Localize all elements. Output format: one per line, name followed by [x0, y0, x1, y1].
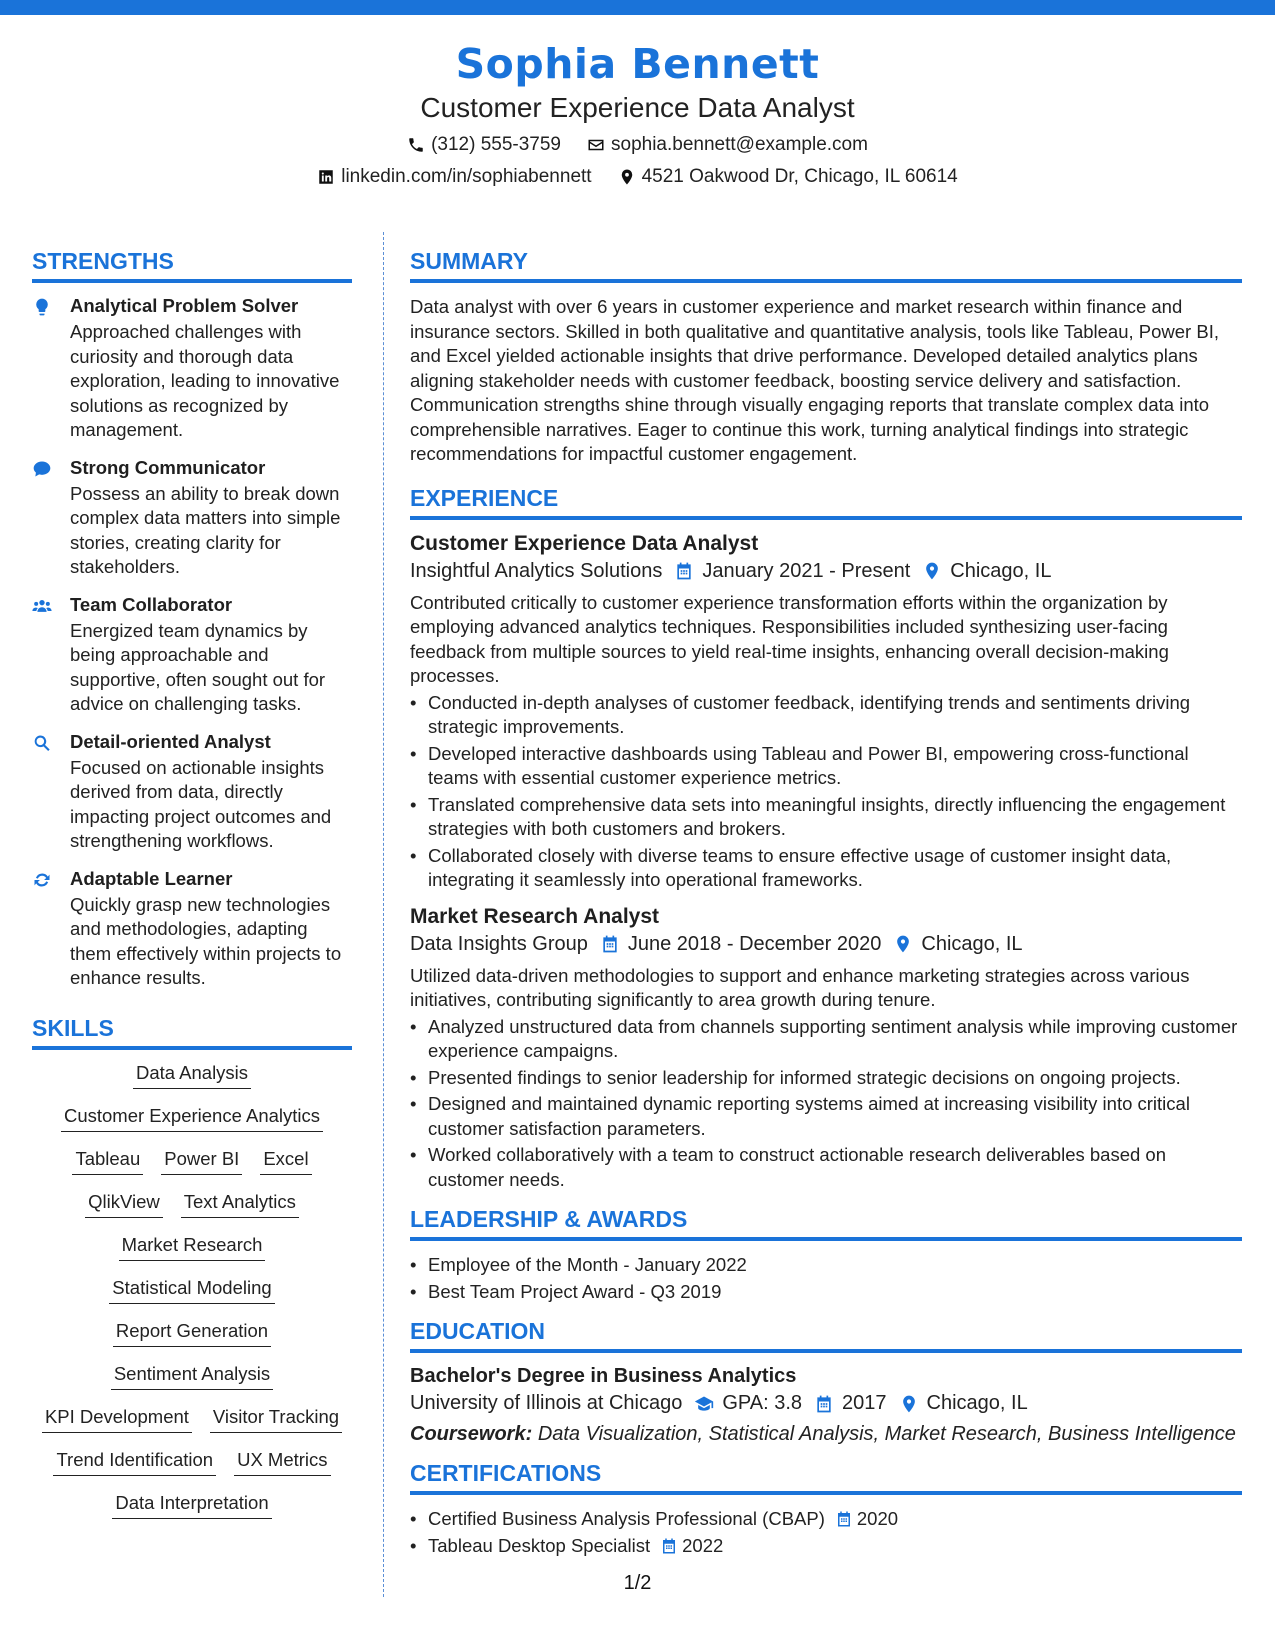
skill-row: [32, 1191, 352, 1218]
skill-tag: Tableau: [72, 1148, 143, 1175]
strength-title: Detail-oriented Analyst: [70, 730, 271, 752]
linkedin-contact[interactable]: [317, 166, 591, 188]
skill-row: [32, 1363, 352, 1390]
coursework: [410, 1423, 1242, 1446]
strength-desc: Quickly grasp new technologies and methodologies, adapting them effectively within projects to enhance results.: [70, 893, 342, 988]
map-pin-icon: [899, 1394, 919, 1414]
job-location: Chicago, IL: [921, 932, 1023, 955]
linkedin-text: linkedin.com/in/sophiabennett: [341, 166, 592, 187]
address-contact: [618, 166, 958, 188]
skill-tag: Statistical Modeling: [109, 1277, 274, 1304]
job-bullets: [410, 691, 1242, 893]
education-meta: [410, 1392, 1242, 1415]
page-number: 1/2: [623, 1572, 652, 1594]
job-entry: [410, 532, 1242, 893]
certification-item: [410, 1534, 1242, 1559]
skill-tag: KPI Development: [42, 1406, 192, 1433]
contact-line-2: [0, 166, 1275, 188]
skill-tag: Text Analytics: [181, 1191, 299, 1218]
strength-title: Strong Communicator: [70, 456, 266, 478]
summary-heading: SUMMARY: [410, 248, 1242, 283]
chat-bubble-icon: [32, 459, 52, 479]
map-pin-icon: [922, 561, 942, 581]
company-name: Insightful Analytics Solutions: [410, 559, 663, 582]
phone-icon: [407, 136, 425, 154]
strength-desc: Focused on actionable insights derived from data, directly impacting project outcomes and strengthening workflows.: [70, 756, 332, 851]
skill-tag: Market Research: [119, 1234, 266, 1261]
job-entry: [410, 905, 1242, 1193]
strength-title: Adaptable Learner: [70, 867, 233, 889]
certification-item: [410, 1507, 1242, 1532]
skills-heading: SKILLS: [32, 1015, 352, 1050]
school-name: University of Illinois at Chicago: [410, 1392, 683, 1414]
calendar-icon: [674, 561, 694, 581]
map-pin-icon: [618, 168, 636, 186]
job-title: Market Research Analyst: [410, 904, 660, 928]
summary-section: [410, 248, 1242, 467]
skill-row: [32, 1062, 352, 1089]
experience-section: [410, 485, 1242, 1193]
bullet-item: • Designed and maintained dynamic reporting systems aimed at increasing visibility into critical customer satisfaction parameters.: [410, 1092, 1242, 1141]
coursework-label: Coursework:: [410, 1423, 533, 1445]
contact-line-1: [0, 134, 1275, 156]
strength-desc: Energized team dynamics by being approachable and supportive, often sought out for advice on challenging tasks.: [70, 619, 326, 714]
certification-name: • Tableau Desktop Specialist: [428, 1534, 651, 1556]
skill-row: [32, 1320, 352, 1347]
lightbulb-icon: [32, 297, 52, 317]
degree-title: Bachelor's Degree in Business Analytics: [410, 1365, 797, 1387]
coursework-list: Data Visualization, Statistical Analysis, Market Research, Business Intelligence: [537, 1423, 1236, 1445]
calendar-icon: [814, 1394, 834, 1414]
job-description: Contributed critically to customer experience transformation efforts within the organization by employing advanced analytics techniques. Responsibilities included synthesizing user-facing feedback from multiple sources to yield real-time insights, enhancing overall decision-making processes.: [410, 591, 1169, 686]
skills-list: [32, 1062, 352, 1519]
summary-text: Data analyst with over 6 years in customer experience and market research within finance and insurance sectors. Skilled in both qualitative and quantitative analysis, tools like Tableau, Power BI, and Excel yielded actionable insights that drive performance. Developed detailed analytics plans aligning stakeholder needs with customer feedback, boosting service delivery and satisfaction. Communication strengths shine through visually engaging reports that translate complex data into comprehensible narratives. Eager to continue this work, turning analytical findings into strategic recommendations for impactful customer engagement.: [410, 296, 1219, 464]
certification-year: 2022: [682, 1534, 724, 1556]
phone-contact: [407, 134, 561, 156]
refresh-icon: [32, 870, 52, 890]
leadership-section: [410, 1206, 1242, 1304]
company-name: Data Insights Group: [410, 932, 588, 955]
job-meta: [410, 560, 1242, 583]
job-bullets: [410, 1015, 1242, 1193]
certifications-list: [410, 1507, 1242, 1558]
skill-tag: Data Analysis: [133, 1062, 251, 1089]
job-description: Utilized data-driven methodologies to support and enhance marketing strategies across various initiatives, contributing significantly to area growth during tenure.: [410, 964, 1190, 1010]
address-text: 4521 Oakwood Dr, Chicago, IL 60614: [641, 166, 958, 187]
skill-tag: Power BI: [161, 1148, 242, 1175]
strength-item: [32, 457, 352, 580]
graduation-cap-icon: [694, 1394, 714, 1414]
email-text: sophia.bennett@example.com: [611, 134, 868, 155]
strengths-heading: STRENGTHS: [32, 248, 352, 283]
skill-tag: Trend Identification: [53, 1449, 216, 1476]
skill-tag: Sentiment Analysis: [111, 1363, 273, 1390]
users-icon: [32, 596, 52, 616]
job-meta: [410, 933, 1242, 956]
candidate-role: Customer Experience Data Analyst: [420, 92, 855, 123]
calendar-icon: [600, 934, 620, 954]
resume-header: [0, 40, 1275, 188]
skill-row: [32, 1234, 352, 1261]
envelope-icon: [587, 136, 605, 154]
bullet-item: • Translated comprehensive data sets into meaningful insights, directly influencing the engagement strategies with both customers and brokers.: [410, 793, 1242, 842]
strength-item: [32, 731, 352, 854]
map-pin-icon: [893, 934, 913, 954]
strengths-section: [32, 248, 352, 991]
search-icon: [32, 733, 52, 753]
certification-name: • Certified Business Analysis Professional (CBAP): [428, 1508, 825, 1529]
email-contact[interactable]: [587, 134, 868, 156]
skill-row: [32, 1406, 352, 1433]
award-item: • Best Team Project Award - Q3 2019: [410, 1280, 1242, 1305]
school-location: Chicago, IL: [926, 1392, 1028, 1414]
skill-row: [32, 1449, 352, 1476]
left-column: [32, 248, 352, 1535]
bullet-item: • Collaborated closely with diverse teams to ensure effective usage of customer insight data, integrating it seamlessly into operational frameworks.: [410, 844, 1242, 893]
skill-tag: Visitor Tracking: [210, 1406, 342, 1433]
skill-row: [32, 1148, 352, 1175]
skill-row: [32, 1277, 352, 1304]
skills-section: [32, 1015, 352, 1519]
skill-tag: Excel: [260, 1148, 311, 1175]
bullet-item: • Worked collaboratively with a team to construct actionable research deliverables based on customer needs.: [410, 1143, 1242, 1192]
job-dates: January 2021 - Present: [702, 559, 911, 582]
job-location: Chicago, IL: [950, 559, 1052, 582]
calendar-icon: [660, 1537, 678, 1555]
phone-text: (312) 555-3759: [431, 134, 561, 155]
education-section: [410, 1318, 1242, 1446]
strength-item: [32, 868, 352, 991]
strength-desc: Possess an ability to break down complex data matters into simple stories, creating clarity for stakeholders.: [70, 482, 341, 577]
bullet-item: • Analyzed unstructured data from channels supporting sentiment analysis while improving customer experience campaigns.: [410, 1015, 1242, 1064]
skill-tag: QlikView: [85, 1191, 163, 1218]
certification-year: 2020: [856, 1508, 899, 1529]
calendar-icon: [835, 1510, 853, 1528]
certifications-section: [410, 1460, 1242, 1558]
award-item: • Employee of the Month - January 2022: [410, 1253, 1242, 1278]
strength-item: [32, 295, 352, 443]
strength-desc: Approached challenges with curiosity and thorough data exploration, leading to innovative solutions as recognized by management.: [70, 321, 340, 440]
job-title: Customer Experience Data Analyst: [410, 531, 759, 555]
strength-item: [32, 594, 352, 717]
top-accent-bar: [0, 0, 1275, 15]
column-divider: [383, 232, 384, 1597]
strength-title: Analytical Problem Solver: [70, 295, 299, 316]
bullet-item: • Developed interactive dashboards using Tableau and Power BI, empowering cross-functional teams with essential customer experience metrics.: [410, 742, 1242, 791]
graduation-year: 2017: [842, 1392, 887, 1414]
bullet-item: • Presented findings to senior leadership for informed strategic decisions on ongoing projects.: [410, 1066, 1242, 1091]
skill-row: [32, 1105, 352, 1132]
gpa: GPA: 3.8: [722, 1392, 803, 1414]
job-dates: June 2018 - December 2020: [627, 932, 882, 955]
skill-tag: Customer Experience Analytics: [61, 1105, 323, 1132]
experience-heading: EXPERIENCE: [410, 485, 1242, 520]
awards-list: [410, 1253, 1242, 1304]
certifications-heading: CERTIFICATIONS: [410, 1460, 1242, 1495]
leadership-heading: LEADERSHIP & AWARDS: [410, 1206, 1242, 1241]
right-column: [410, 248, 1242, 1572]
linkedin-icon: [317, 168, 335, 186]
candidate-name: Sophia Bennett: [455, 40, 820, 88]
bullet-item: • Conducted in-depth analyses of customer feedback, identifying trends and sentiments driving strategic improvements.: [410, 691, 1242, 740]
strength-title: Team Collaborator: [70, 593, 233, 615]
skill-tag: UX Metrics: [234, 1449, 330, 1476]
skill-row: [32, 1492, 352, 1519]
education-heading: EDUCATION: [410, 1318, 1242, 1353]
skill-tag: Report Generation: [113, 1320, 271, 1347]
skill-tag: Data Interpretation: [112, 1492, 271, 1519]
